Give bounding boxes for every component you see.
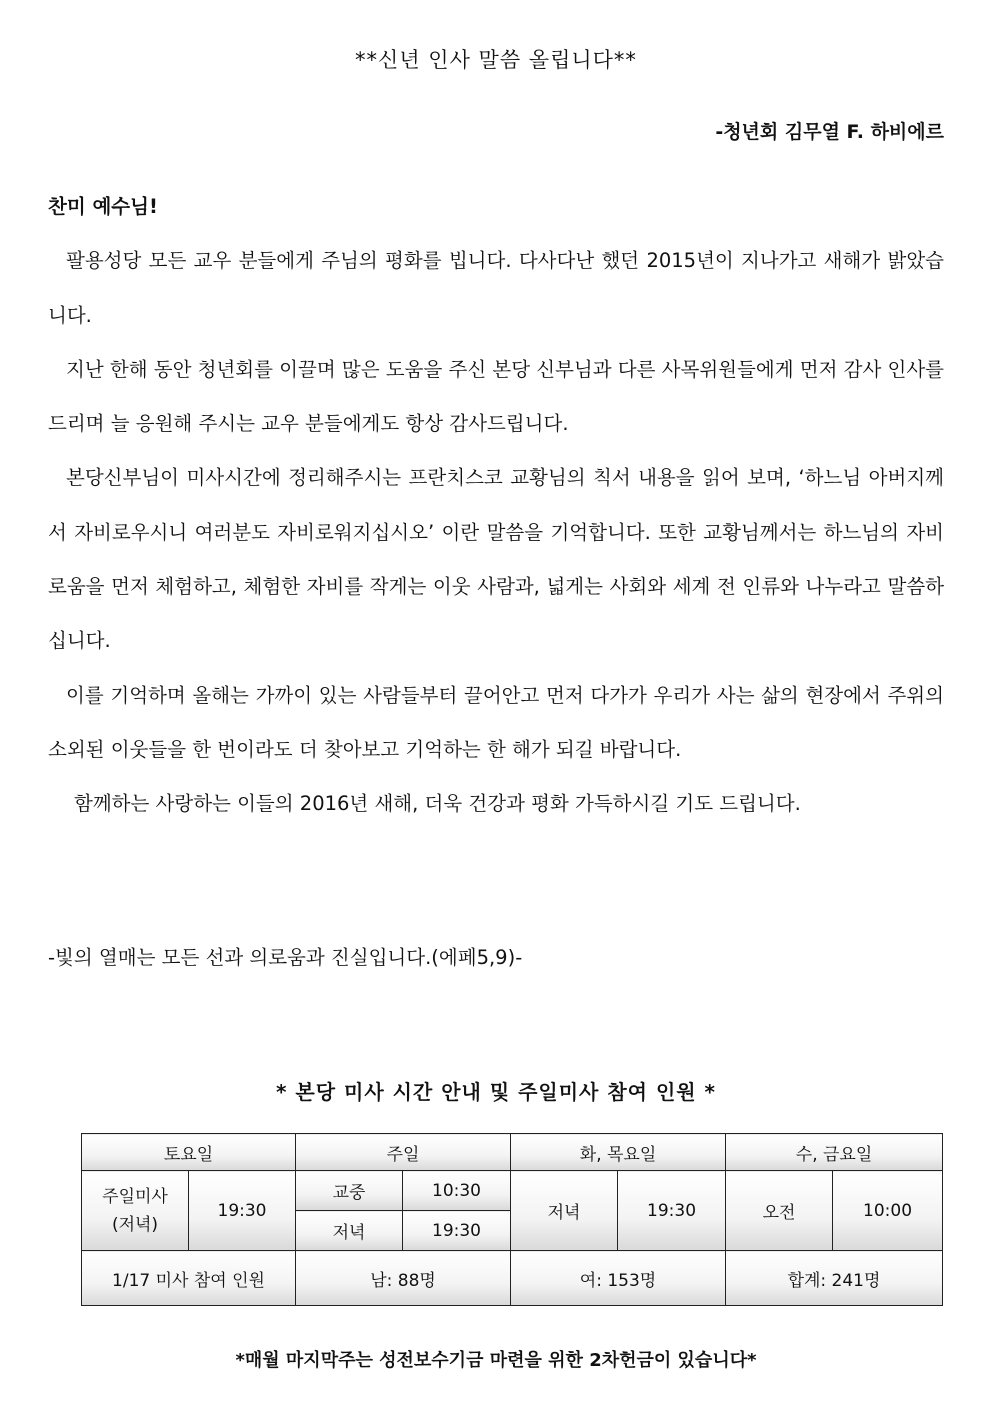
greeting: 찬미 예수님! bbox=[48, 195, 158, 218]
paragraph-4: 이를 기억하며 올해는 가까이 있는 사람들부터 끌어안고 먼저 다가가 우리가 사는 삶의 현장에서 주위의 소외된 이웃들을 한 번이라도 더 찾아보고 기억하는 한 해가 되길 바랍니다. bbox=[48, 683, 944, 761]
attendance-total: 합계: 241명 bbox=[726, 1251, 943, 1306]
offering-note: *매월 마지막주는 성전보수기금 마련을 위한 2차헌금이 있습니다* bbox=[235, 1350, 757, 1371]
tue-thu-time: 19:30 bbox=[618, 1171, 726, 1251]
mass-schedule-table bbox=[81, 1133, 943, 1306]
saturday-time: 19:30 bbox=[189, 1171, 296, 1251]
paragraph-5: 함께하는 사랑하는 이들의 2016년 새해, 더욱 건강과 평화 가득하시길 기도 드립니다. bbox=[74, 792, 801, 816]
header-saturday: 토요일 bbox=[82, 1134, 296, 1171]
letter-body bbox=[48, 180, 944, 832]
sunday-evening-time: 19:30 bbox=[403, 1211, 511, 1251]
attendance-female: 여: 153명 bbox=[511, 1251, 726, 1306]
sunday-main-label: 교중 bbox=[296, 1171, 403, 1211]
wed-fri-time: 10:00 bbox=[833, 1171, 943, 1251]
attendance-male: 남: 88명 bbox=[296, 1251, 511, 1306]
tue-thu-label: 저녁 bbox=[511, 1171, 618, 1251]
paragraph-2: 지난 한해 동안 청년회를 이끌며 많은 도움을 주신 본당 신부님과 다른 사목위원들에게 먼저 감사 인사를 드리며 늘 응원해 주시는 교우 분들에게도 항상 감사드립니다. bbox=[48, 357, 944, 436]
sunday-main-time: 10:30 bbox=[403, 1171, 511, 1211]
page-title: **신년 인사 말씀 올립니다** bbox=[355, 48, 637, 72]
mass-schedule-title: * 본당 미사 시간 안내 및 주일미사 참여 인원 * bbox=[275, 1080, 717, 1104]
header-wed-fri: 수, 금요일 bbox=[726, 1134, 943, 1171]
saturday-label: 주일미사 (저녁) bbox=[82, 1171, 189, 1251]
header-sunday: 주일 bbox=[296, 1134, 511, 1171]
bible-verse: -빛의 열매는 모든 선과 의로움과 진실입니다.(에페5,9)- bbox=[48, 946, 523, 969]
author-line: -청년회 김무열 F. 하비에르 bbox=[715, 121, 944, 143]
sunday-evening-label: 저녁 bbox=[296, 1211, 403, 1251]
paragraph-1: 팔용성당 모든 교우 분들에게 주님의 평화를 빕니다. 다사다난 했던 2015년이 지나가고 새해가 밝았습니다. bbox=[48, 249, 944, 327]
attendance-label: 1/17 미사 참여 인원 bbox=[82, 1251, 296, 1306]
paragraph-3: 본당신부님이 미사시간에 정리해주시는 프란치스코 교황님의 칙서 내용을 읽어 보며, ‘하느님 아버지께서 자비로우시니 여러분도 자비로워지십시오’ 이란 말씀을 기억합니다. 또한 교황님께서는 하느님의 자비로움을 먼저 체험하고, 체험한 자비를 작게는 이웃 사람과, 넓게는 사회와 세계 전 인류와 나누라고 말씀하십니다. bbox=[48, 466, 944, 653]
wed-fri-label: 오전 bbox=[726, 1171, 833, 1251]
header-tue-thu: 화, 목요일 bbox=[511, 1134, 726, 1171]
